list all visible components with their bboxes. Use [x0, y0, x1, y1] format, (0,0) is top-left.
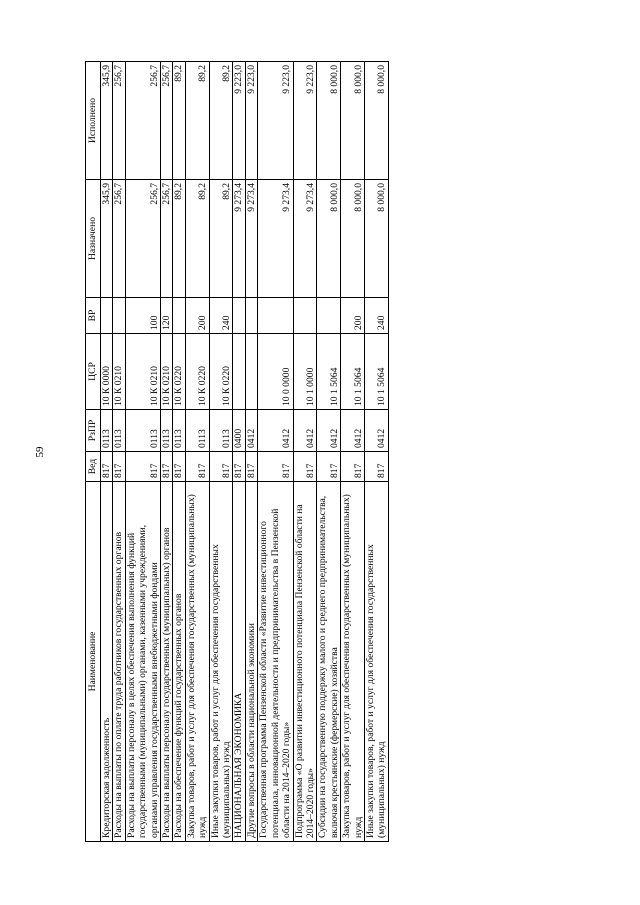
table-row	[101, 62, 113, 842]
table-cell: 817	[185, 452, 209, 482]
table-cell: Расходы на обеспечение функций государственных органов	[173, 482, 185, 842]
table-cell: 345,9	[101, 62, 113, 180]
budget-table	[85, 61, 389, 842]
table-cell: 0113	[161, 410, 173, 452]
table-cell: 200	[185, 298, 209, 334]
table-row	[258, 62, 293, 842]
table-cell: 256,7	[125, 62, 160, 180]
table-row	[173, 62, 185, 842]
table-cell: 9 223,0	[258, 62, 293, 180]
table-cell: 9 273,4	[293, 180, 317, 298]
table-cell: 9 223,0	[245, 62, 257, 180]
page-number: 59	[34, 446, 46, 458]
table-cell	[245, 298, 257, 334]
table-cell: 100	[125, 298, 160, 334]
table-cell: 9 223,0	[293, 62, 317, 180]
table-cell: 89,2	[209, 62, 233, 180]
table-cell: 89,2	[185, 180, 209, 298]
rotated-table-container	[85, 62, 463, 842]
table-cell: Расходы на выплаты персоналу в целях обеспечения выполнения функций государственными (муниципальными) органами, казенными учреждениями, органами управления государственными внебюджетными фондами	[125, 482, 160, 842]
table-cell: 0412	[317, 410, 341, 452]
table-cell: Расходы на выплаты персоналу государственных (муниципальных) органов	[161, 482, 173, 842]
table-cell: 817	[209, 452, 233, 482]
table-cell: 0113	[185, 410, 209, 452]
table-cell	[245, 334, 257, 410]
table-cell: 256,7	[113, 62, 125, 180]
table-cell: 10 К 0210	[113, 334, 125, 410]
table-cell: 10 1 5064	[317, 334, 341, 410]
table-cell: 10 К 0220	[173, 334, 185, 410]
table-cell: 89,2	[173, 62, 185, 180]
table-cell: Расходы на выплаты по оплате труда работников государственных органов	[113, 482, 125, 842]
table-cell: 200	[341, 298, 365, 334]
table-row	[245, 62, 257, 842]
table-cell: Подпрограмма «О развитии инвестиционного потенциала Пензенской области на 2014–2020 годы»	[293, 482, 317, 842]
table-cell: 0113	[125, 410, 160, 452]
table-row	[161, 62, 173, 842]
table-cell: 10 1 5064	[341, 334, 365, 410]
table-cell: 89,2	[185, 62, 209, 180]
table-cell: 10 К 0220	[185, 334, 209, 410]
table-cell: 10 1 0000	[293, 334, 317, 410]
table-cell: 256,7	[125, 180, 160, 298]
table-cell: 240	[364, 298, 388, 334]
table-cell: НАЦИОНАЛЬНАЯ ЭКОНОМИКА	[233, 482, 245, 842]
table-row	[317, 62, 341, 842]
table-cell: 8 000,0	[364, 180, 388, 298]
table-cell: 10 К 0220	[209, 334, 233, 410]
table-cell: 8 000,0	[317, 62, 341, 180]
table-row	[341, 62, 365, 842]
table-cell: 817	[113, 452, 125, 482]
column-header: ВР	[86, 298, 101, 334]
table-cell	[173, 298, 185, 334]
table-cell	[293, 298, 317, 334]
table-cell: 0412	[245, 410, 257, 452]
table-cell: 120	[161, 298, 173, 334]
table-cell: 0113	[101, 410, 113, 452]
column-header: РзПР	[86, 410, 101, 452]
table-cell: 0400	[233, 410, 245, 452]
table-cell: 10 К 0210	[125, 334, 160, 410]
column-header: ЦСР	[86, 334, 101, 410]
table-cell: 8 000,0	[364, 62, 388, 180]
table-cell: 89,2	[173, 180, 185, 298]
table-cell: Субсидии на государственную поддержку малого и среднего предпринимательства, включая крестьянские (фермерские) хозяйства	[317, 482, 341, 842]
table-cell: 240	[209, 298, 233, 334]
table-cell: 256,7	[161, 180, 173, 298]
table-cell: Кредиторская задолженность	[101, 482, 113, 842]
table-cell: 817	[161, 452, 173, 482]
table-row	[185, 62, 209, 842]
table-cell: Закупка товаров, работ и услуг для обеспечения государственных (муниципальных) нужд	[185, 482, 209, 842]
table-row	[233, 62, 245, 842]
table-cell: Закупка товаров, работ и услуг для обеспечения государственных (муниципальных) нужд	[341, 482, 365, 842]
table-cell	[101, 298, 113, 334]
table-cell: 9 273,4	[233, 180, 245, 298]
table-cell: 8 000,0	[317, 180, 341, 298]
table-cell: 817	[293, 452, 317, 482]
table-cell: 817	[317, 452, 341, 482]
table-cell: 9 273,4	[245, 180, 257, 298]
table-row	[293, 62, 317, 842]
table-cell: 10 К 0000	[101, 334, 113, 410]
table-cell: Иные закупки товаров, работ и услуг для обеспечения государственных (муниципальных) нужд	[209, 482, 233, 842]
table-cell: 10 К 0210	[161, 334, 173, 410]
table-cell: 0113	[209, 410, 233, 452]
table-cell	[258, 298, 293, 334]
table-cell: 817	[245, 452, 257, 482]
table-cell	[113, 298, 125, 334]
table-cell: 10 0 0000	[258, 334, 293, 410]
table-cell: Государственная программа Пензенской области «Развитие инвестиционного потенциала, инновационной деятельности и предпринимательства в Пензенской области на 2014–2020 годы»	[258, 482, 293, 842]
table-cell: 8 000,0	[341, 180, 365, 298]
column-header: Назначено	[86, 180, 101, 298]
table-row	[113, 62, 125, 842]
table-cell	[317, 298, 341, 334]
table-cell: 817	[125, 452, 160, 482]
table-header-row	[86, 62, 101, 842]
column-header: Наименование	[86, 482, 101, 842]
table-cell: 817	[258, 452, 293, 482]
table-cell	[233, 334, 245, 410]
table-cell: 256,7	[113, 180, 125, 298]
table-row	[125, 62, 160, 842]
table-cell: 0412	[341, 410, 365, 452]
table-cell: Иные закупки товаров, работ и услуг для обеспечения государственных (муниципальных) нужд	[364, 482, 388, 842]
table-cell: 817	[233, 452, 245, 482]
table-row	[209, 62, 233, 842]
table-cell: 817	[101, 452, 113, 482]
table-cell: 10 1 5064	[364, 334, 388, 410]
table-cell: 9 273,4	[258, 180, 293, 298]
table-cell: 0412	[293, 410, 317, 452]
table-cell: 0113	[173, 410, 185, 452]
table-cell: 0412	[258, 410, 293, 452]
column-header: Исполнено	[86, 62, 101, 180]
column-header: Вед	[86, 452, 101, 482]
table-cell: 9 223,0	[233, 62, 245, 180]
table-row	[364, 62, 388, 842]
table-cell: 817	[173, 452, 185, 482]
table-cell: 8 000,0	[341, 62, 365, 180]
table-cell: 256,7	[161, 62, 173, 180]
table-cell: 89,2	[209, 180, 233, 298]
table-cell	[233, 298, 245, 334]
table-cell: Другие вопросы в области национальной экономики	[245, 482, 257, 842]
table-cell: 0113	[113, 410, 125, 452]
table-cell: 345,9	[101, 180, 113, 298]
table-cell: 817	[341, 452, 365, 482]
table-cell: 0412	[364, 410, 388, 452]
table-cell: 817	[364, 452, 388, 482]
